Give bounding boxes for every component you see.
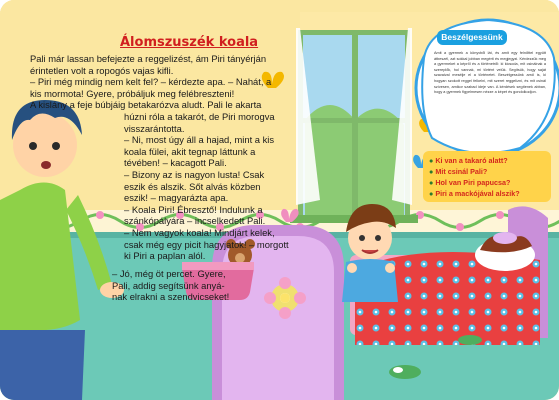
story-line: A kislány a feje búbjáig betakarózva aludt. Pali le akarta — [30, 99, 262, 111]
story-line: Pali már lassan befejezte a reggelizést, ám Piri tányérján — [30, 53, 267, 64]
story-line: – Bizony az is nagyon lusta! Csak — [124, 169, 265, 180]
story-line: csak még egy picit hagyjatok! – morgott — [124, 238, 289, 250]
story-line: – Nem vagyok koala! Mindjárt kelek, — [124, 227, 275, 238]
story-line: érintetlen volt a ropogós vajas kifli. — [30, 64, 174, 76]
discussion-heading: Beszélgessünk — [437, 30, 507, 45]
question-text: Ki van a takaró alatt? — [435, 156, 508, 165]
discussion-text: Amit a gyermek a könyvből lát, és amit egy felnőttel együtt átbeszél, azt sokkal jobban megérti és megjegyzi. Kérdezzük meg a gyermeket a képről és a történetről: ki kicsoda, mit csinálnak a szereplők, hol vannak, mi történt velük. Segítsük, hogy saját szavaival mesélje el a történetet. Beszélgessünk arról is, ki hogyan szokott reggel felkelni, mit szeret reggelizni, és mit csinál szívesen, amikor szabad ideje van. A kérdések segítenek abban, hogy a gyermek figyelmesen nézze a képet és gondolkodjon. — [434, 51, 546, 95]
bullet-icon: ● — [429, 156, 434, 165]
story-line: eszik és alszik. Sőt alvás közben — [124, 180, 261, 192]
question-text: Piri a mackójával alszik? — [435, 189, 520, 198]
story-line: – Piri még mindig nem kelt fel? – kérdezte apa. – Nahát, a — [30, 76, 272, 88]
story-line: visszarántotta. — [124, 122, 185, 134]
bullet-icon: ● — [429, 167, 434, 176]
story-line: szánkópályára – incselkedett Pali. — [124, 215, 266, 227]
story-title: Álomszuszék koala — [120, 35, 259, 50]
story-line: nak elrakni a szendvicseket! — [112, 291, 230, 303]
question-box — [423, 151, 551, 202]
question-item — [429, 178, 510, 187]
story-line: eszik! – magyarázta apa. — [124, 192, 229, 204]
bullet-icon: ● — [429, 189, 434, 198]
story-line: – Jó, még öt percet. Gyere, — [112, 268, 226, 279]
story-line: kis mormota! Gyere, próbáljuk meg felébreszteni! — [30, 87, 235, 99]
story-line: – Koala Piri! Ébresztő! Indulunk a — [124, 203, 263, 215]
question-item — [429, 156, 508, 165]
question-item — [429, 167, 487, 176]
story-line: húzni róla a takarót, de Piri morogva — [124, 111, 275, 122]
story-line: ki Piri a paplan alól. — [124, 250, 206, 262]
question-text: Hol van Piri papucsa? — [435, 178, 511, 187]
story-line: koala fülei, akit tegnap láttunk a — [124, 145, 256, 157]
question-item — [429, 189, 520, 198]
question-text: Mit csinál Pali? — [435, 167, 488, 176]
story-line: Pali, addig segítsünk anyá- — [112, 279, 225, 291]
story-line: – Ni, most úgy áll a hajad, mint a kis — [124, 134, 275, 146]
bullet-icon: ● — [429, 178, 434, 187]
story-line: tévében! – kacagott Pali. — [124, 157, 227, 169]
